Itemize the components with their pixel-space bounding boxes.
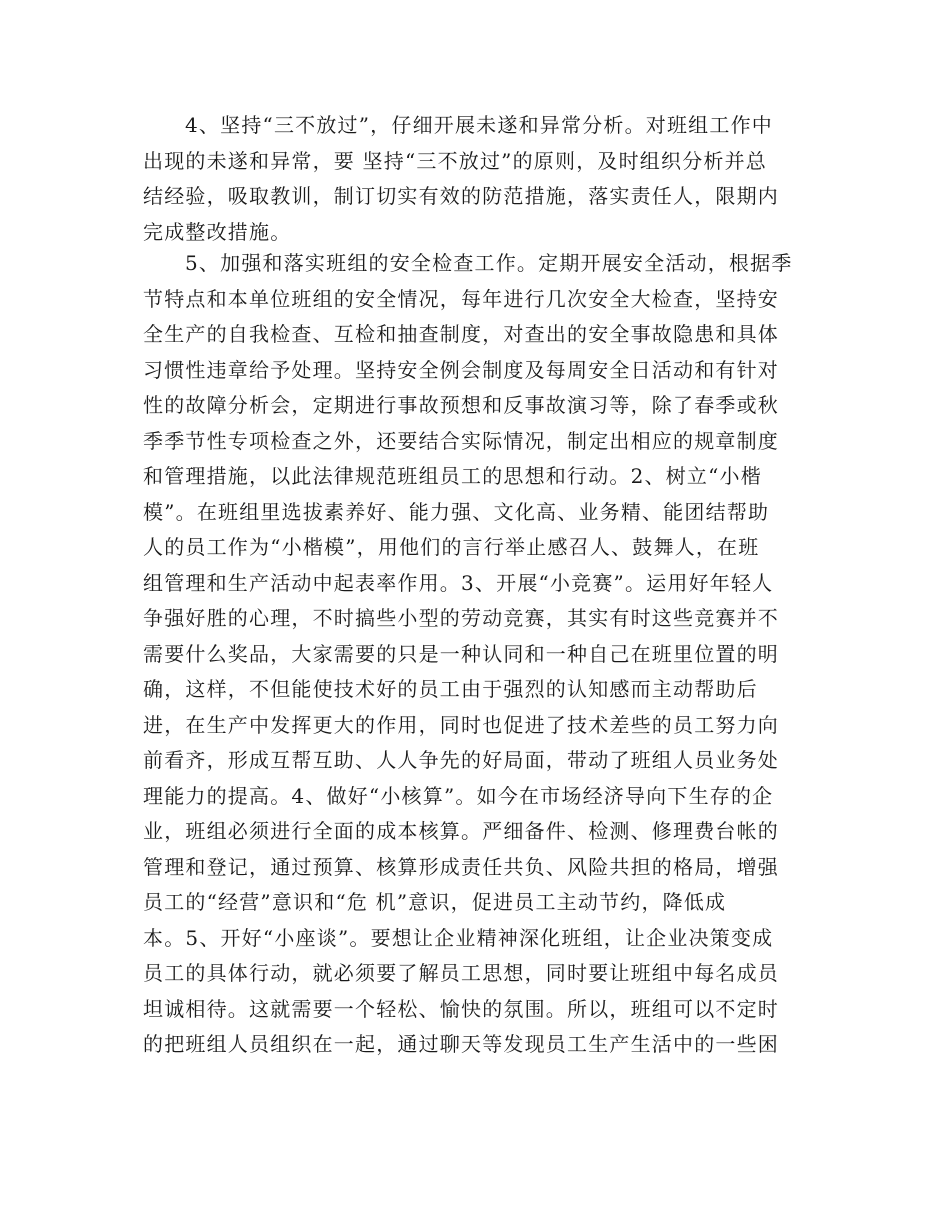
paragraph-line: 5、加强和落实班组的安全检查工作。定期开展安全活动，根据季 (185, 251, 793, 275)
paragraph-line: 的把班组人员组织在一起，通过聊天等发现员工生产生活中的一些困 (143, 1032, 779, 1056)
paragraph-line: 前看齐，形成互帮互助、人人争先的好局面，带动了班组人员业务处 (143, 748, 779, 772)
paragraph-line: 完成整改措施。 (143, 219, 292, 244)
paragraph-line: 模”。在班组里选拔素养好、能力强、文化高、业务精、能团结帮助 (143, 499, 770, 524)
paragraph-line: 组管理和生产活动中起表率作用。3、开展“小竞赛”。运用好年轻人 (143, 570, 774, 595)
paragraph-line: 进，在生产中发挥更大的作用，同时也促进了技术差些的员工努力向 (143, 712, 779, 737)
paragraph-line: 习惯性违章给予处理。坚持安全例会制度及每周安全日活动和有针对 (143, 357, 779, 382)
paragraph-line: 争强好胜的心理，不时搞些小型的劳动竞赛，其实有时这些竞赛并不 (143, 606, 779, 630)
paragraph-line: 出现的未遂和异常，要 坚持“三不放过”的原则，及时组织分析并总 (143, 148, 768, 173)
paragraph-line: 性的故障分析会，定期进行事故预想和反事故演习等，除了春季或秋 (143, 393, 779, 417)
paragraph-line: 管理和登记，通过预算、核算形成责任共负、风险共担的格局，增强 (143, 854, 779, 879)
paragraph-line: 员工的“经营”意识和“危 机”意识，促进员工主动节约，降低成 (143, 890, 727, 914)
paragraph-line: 4、坚持“三不放过”，仔细开展未遂和异常分析。对班组工作中 (185, 113, 773, 137)
paragraph-line: 坦诚相待。这就需要一个轻松、愉快的氛围。所以，班组可以不定时 (143, 996, 779, 1021)
paragraph-line: 结经验，吸取教训，制订切实有效的防范措施，落实责任人，限期内 (143, 184, 779, 208)
paragraph-line: 理能力的提高。4、做好“小核算”。如今在市场经济导向下生存的企 (143, 783, 774, 808)
paragraph-line: 业，班组必须进行全面的成本核算。严细备件、检测、修理费台帐的 (143, 819, 779, 843)
paragraph-line: 全生产的自我检查、互检和抽查制度，对查出的安全事故隐患和具体 (143, 322, 779, 346)
paragraph-line: 需要什么奖品，大家需要的只是一种认同和一种自己在班里位置的明 (143, 641, 779, 666)
paragraph-line: 确，这样，不但能使技术好的员工由于强烈的认知感而主动帮助后 (143, 677, 758, 701)
paragraph-three-no-pass-analysis (143, 108, 813, 250)
paragraph-line: 和管理措施，以此法律规范班组员工的思想和行动。2、树立“小楷 (143, 464, 762, 488)
paragraph-line: 节特点和本单位班组的安全情况，每年进行几次安全大检查，坚持安 (143, 286, 779, 311)
paragraph-line: 本。5、开好“小座谈”。要想让企业精神深化班组，让企业决策变成 (143, 925, 774, 950)
paragraph-safety-inspection (143, 246, 813, 1063)
paragraph-line: 员工的具体行动，就必须要了解员工思想，同时要让班组中每名成员 (143, 961, 779, 985)
paragraph-line: 人的员工作为“小楷模”，用他们的言行举止感召人、鼓舞人，在班 (143, 535, 760, 559)
paragraph-line: 季季节性专项检查之外，还要结合实际情况，制定出相应的规章制度 (143, 428, 779, 453)
